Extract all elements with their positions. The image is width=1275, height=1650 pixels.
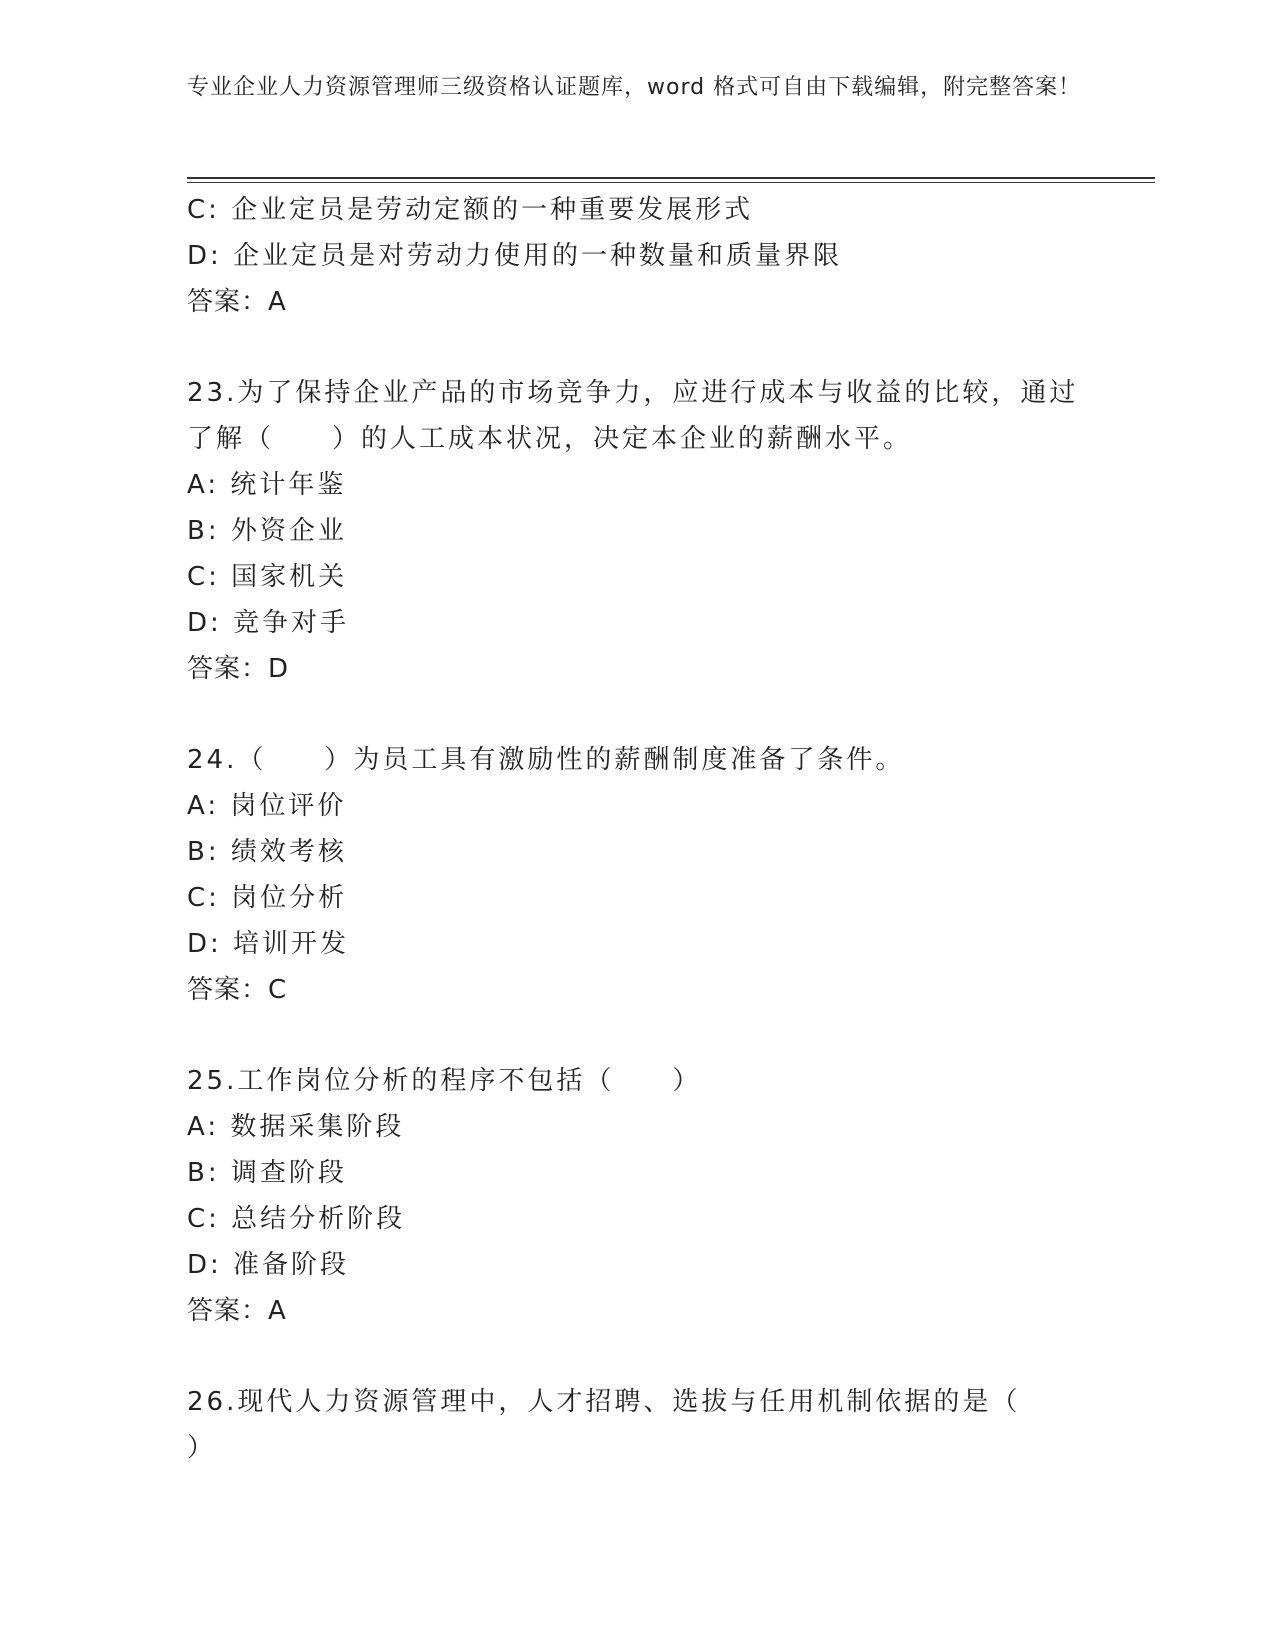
option-d: D: 准备阶段	[187, 1250, 350, 1280]
option-c: C: 岗位分析	[187, 883, 348, 913]
option-c: C: 总结分析阶段	[187, 1204, 406, 1234]
option-a: A: 数据采集阶段	[187, 1112, 405, 1142]
answer-line: 答案：A	[187, 1296, 287, 1326]
answer-line: 答案：C	[187, 975, 288, 1005]
header-rule-thick	[187, 177, 1155, 179]
question-stem: 24.（ ）为员工具有激励性的薪酬制度准备了条件。	[187, 745, 905, 775]
option-b: B: 绩效考核	[187, 837, 347, 867]
question-stem: 26.现代人力资源管理中，人才招聘、选拔与任用机制依据的是（	[187, 1387, 1021, 1417]
option-a: A: 统计年鉴	[187, 470, 347, 500]
option-c: C: 国家机关	[187, 562, 348, 592]
page-header: 专业企业人力资源管理师三级资格认证题库，word 格式可自由下载编辑，附完整答案！	[187, 75, 1082, 100]
option-c: C: 企业定员是劳动定额的一种重要发展形式	[187, 195, 754, 225]
answer-line: 答案：A	[187, 287, 287, 317]
option-d: D: 企业定员是对劳动力使用的一种数量和质量界限	[187, 241, 843, 271]
option-d: D: 竞争对手	[187, 608, 350, 638]
question-stem-continued: ）	[187, 1433, 217, 1463]
option-d: D: 培训开发	[187, 929, 350, 959]
option-b: B: 外资企业	[187, 516, 347, 546]
header-rule-thin	[187, 182, 1155, 183]
question-stem: 25.工作岗位分析的程序不包括（ ）	[187, 1066, 702, 1096]
option-b: B: 调查阶段	[187, 1158, 347, 1188]
answer-line: 答案：D	[187, 654, 290, 684]
option-a: A: 岗位评价	[187, 791, 347, 821]
question-list	[187, 187, 1087, 1471]
question-stem: 23.为了保持企业产品的市场竞争力，应进行成本与收益的比较，通过	[187, 378, 1079, 408]
question-stem-continued: 了解（ ）的人工成本状况，决定本企业的薪酬水平。	[187, 424, 913, 454]
